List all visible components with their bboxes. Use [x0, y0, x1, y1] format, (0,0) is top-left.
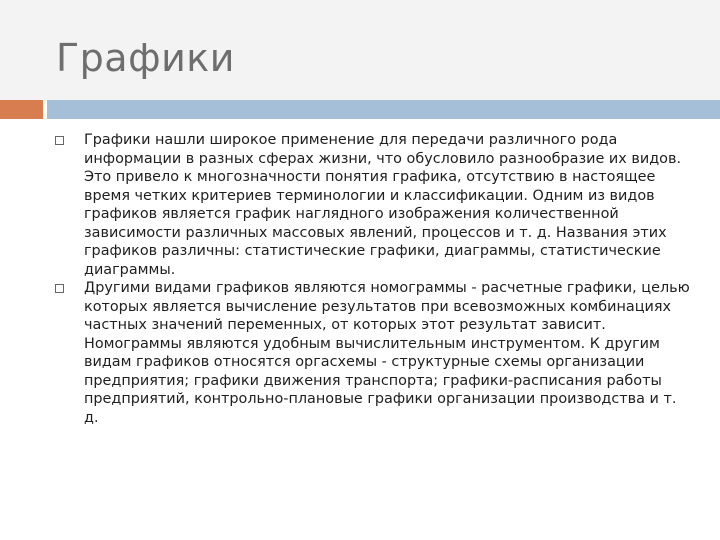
slide-title: Графики	[56, 36, 235, 80]
square-bullet-icon	[55, 136, 64, 145]
bullet-item	[55, 279, 695, 427]
square-bullet-icon	[55, 284, 64, 293]
bullet-text: Другими видами графиков являются номограммы - расчетные графики, целью которых является вычисление результатов при всевозможных комбинациях частных значений переменных, от которых этот результат зависит. Номограммы являются удобным вычислительным инструментом. К другим видам графиков относятся оргасхемы - структурные схемы организации предприятия; графики движения транспорта; графики-расписания работы предприятий, контрольно-плановые графики организации производства и т. д.	[84, 280, 690, 426]
orange-accent-band	[0, 100, 43, 119]
bullet-text: Графики нашли широкое применение для передачи различного рода информации в разных сферах жизни, что обусловило разнообразие их видов. Это привело к многозначности понятия графика, отсутствию в настоящее время четких критериев терминологии и классификации. Одним из видов графиков является график наглядного изображения количественной зависимости различных массовых явлений, процессов и т. д. Названия этих графиков различны: статистические графики, диаграммы, статистические диаграммы.	[84, 132, 682, 278]
title-area	[0, 0, 720, 100]
blue-accent-band	[47, 100, 720, 119]
bullet-item	[55, 131, 695, 279]
slide-content	[55, 131, 695, 427]
